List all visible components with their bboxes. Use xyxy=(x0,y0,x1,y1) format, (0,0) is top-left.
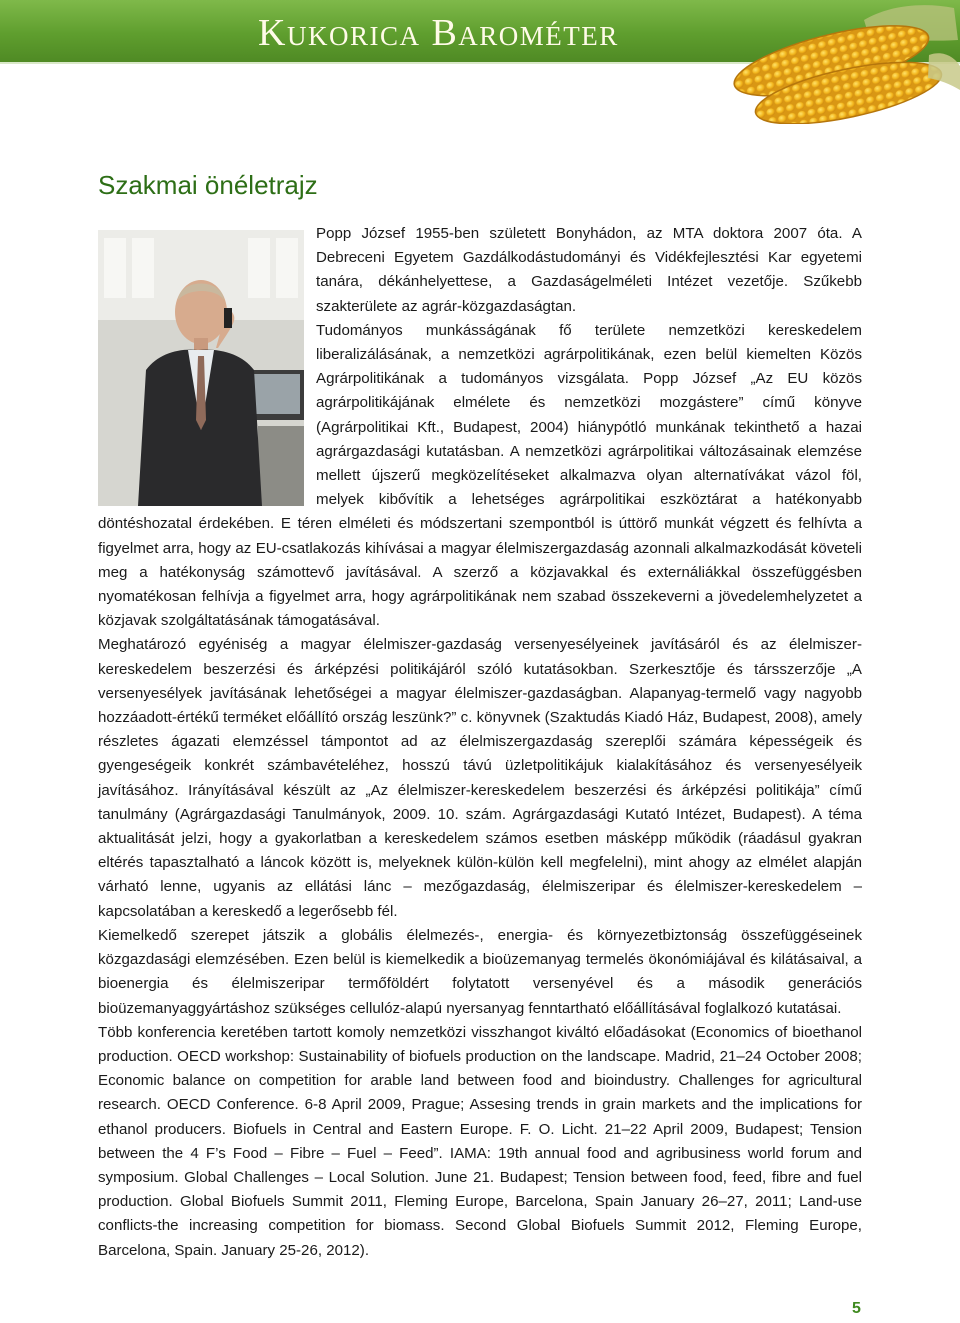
cv-paragraph: Popp József 1955-ben született Bonyhádon, az MTA doktora 2007 óta. A Debreceni Egyetem Gazdálkodástudományi és Vidékfejlesztési Kar egyetemi tanára, dékánhelyettese, a Gazdaságelméleti Intézet vezetője. Szűkebb szakterülete az agrár-közgazdaságtan. xyxy=(316,225,862,315)
photo-wrap-space xyxy=(98,222,316,512)
page-number: 5 xyxy=(852,1300,861,1317)
corn-cobs-illustration xyxy=(714,0,960,124)
cv-paragraph: Több konferencia keretében tartott komoly nemzetközi visszhangot kiváltó előadásokat (Economics of bioethanol production. OECD workshop: Sustainability of biofuels production on the landscape. Madrid, 21–24 October 2008; Economic balance on competition for arable land between food and bioindustry. Challenges for agricultural research. OECD Conference. 6-8 April 2009, Prague; Assesing trends in grain markets and the implications for ethanol producers. Biofuels in Central and Eastern Europe. F. O. Licht. 21–22 April 2009, Budapest; Tension between the 4 F’s Food – Fibre – Fuel – Feed”. IAMA: 19th annual food and agribusiness world forum and symposium. Global Challenges – Local Solution. June 21. Budapest; Tension between food, feed, fibre and fuel production. Global Biofuels Summit 2011, Fleming Europe, Barcelona, Spain January 26–27, 2011; Land-use conflicts-the increasing competition for biomass. Second Global Biofuels Summit 2012, Fleming Europe, Barcelona, Spain. January 25-26, 2012). xyxy=(98,1023,862,1259)
cv-paragraph: Tudományos munkásságának fő területe nemzetközi kereskedelem liberalizálásának, a nemzetközi agrárpolitikának, ezen belül kiemelten Közös Agrárpolitikának a tudományos vizsgálata. Popp József „Az EU közös agrárpolitikájának elmélete és nemzetközi mozgástere” című könyve (Agrárpolitikai Kft., Budapest, 2004) hiánypótló munkának tekinthető a hazai agrárgazdasági kutatásban. A nemzetközi agrárpolitikai változásainak elemzése mellett újszerű megközelítéseket alkalmazva olyan alternatívákat vázol föl, melyek kibővítik a lehetséges agrárpolitikai eszköztárat a hatékonyabb döntéshozatal érdekében. E téren elméleti és módszertani szempontból is úttörő munkát végzett és felhívta a figyelmet arra, hogy az EU-csatlakozás kihívásai a magyar élelmiszergazdaság azonnali alkalmazkodását követeli meg a hatékonyság számottevő javításával. A szerző a közjavakkal és externáliákkal összefüggésben nyomatékosan felhívja a figyelmet arra, hogy agrárpolitikának nem szabad összekeverni a jövedelemhelyzetet a közjavak szolgáltatásának támogatásával. xyxy=(98,321,862,630)
magazine-title: Kukorica Barométer xyxy=(258,12,619,54)
cv-paragraph: Meghatározó egyéniség a magyar élelmiszer-gazdaság versenyesélyeinek javításáról és az élelmiszer-kereskedelem beszerzési és árképzési politikájáról szóló kutatásokban. Szerkesztője és társszerzője „A versenyesélyek javításának lehetőségei a magyar élelmiszer-gazdaságban. Alapanyag-termelő vagy nagyobb hozzáadott-értékű terméket előállító ország leszünk?” c. könyvnek (Szaktudás Kiadó Ház, Budapest, 2008), amely részletes ágazati elemzéssel támpontot ad az élelmiszergazdaság szereplői számára képességeik és gyengeségeik konkrét számbavételéhez, hosszú távú üzletpolitikájuk kialakításához és versenyesélyeik javításához. Irányításával készült az „Az élelmiszer-kereskedelem beszerzési és árképzési politikája” című tanulmány (Agrárgazdasági Tanulmányok, 2009. 10. szám. Agrárgazdasági Kutató Intézet, Budapest). A téma aktualitását jelzi, hogy a gyakorlatban a kereskedelem számos esetben másképp működik (ráadásul gyakran eltérés tapasztalható a láncok között is, melyeknek külön-külön kell megfelelni), mint ahogy az elmélet alapján várható lenne, ugyanis az ellátási lánc – mezőgazdaság, élelmiszeripar és élelmiszer-kereskedelem – kapcsolatában a kereskedő a legerősebb fél. xyxy=(98,636,862,920)
cv-body-text xyxy=(98,222,862,1263)
cv-paragraph: Kiemelkedő szerepet játszik a globális élelmezés-, energia- és környezetbiztonság összefüggéseinek közgazdasági elemzésében. Ezen belül is kiemelkedik a bioüzemanyag termelés ökonómiájával és kilátásaival, a bioenergia és élelmiszeripar termőföldért folytatott versenyével és a második generációs bioüzemanyaggyártáshoz szükséges cellulóz-alapú nyersanyag fenntartható előállításával foglalkozó kutatásai. xyxy=(98,926,862,1017)
section-title: Szakmai önéletrajz xyxy=(98,170,318,200)
